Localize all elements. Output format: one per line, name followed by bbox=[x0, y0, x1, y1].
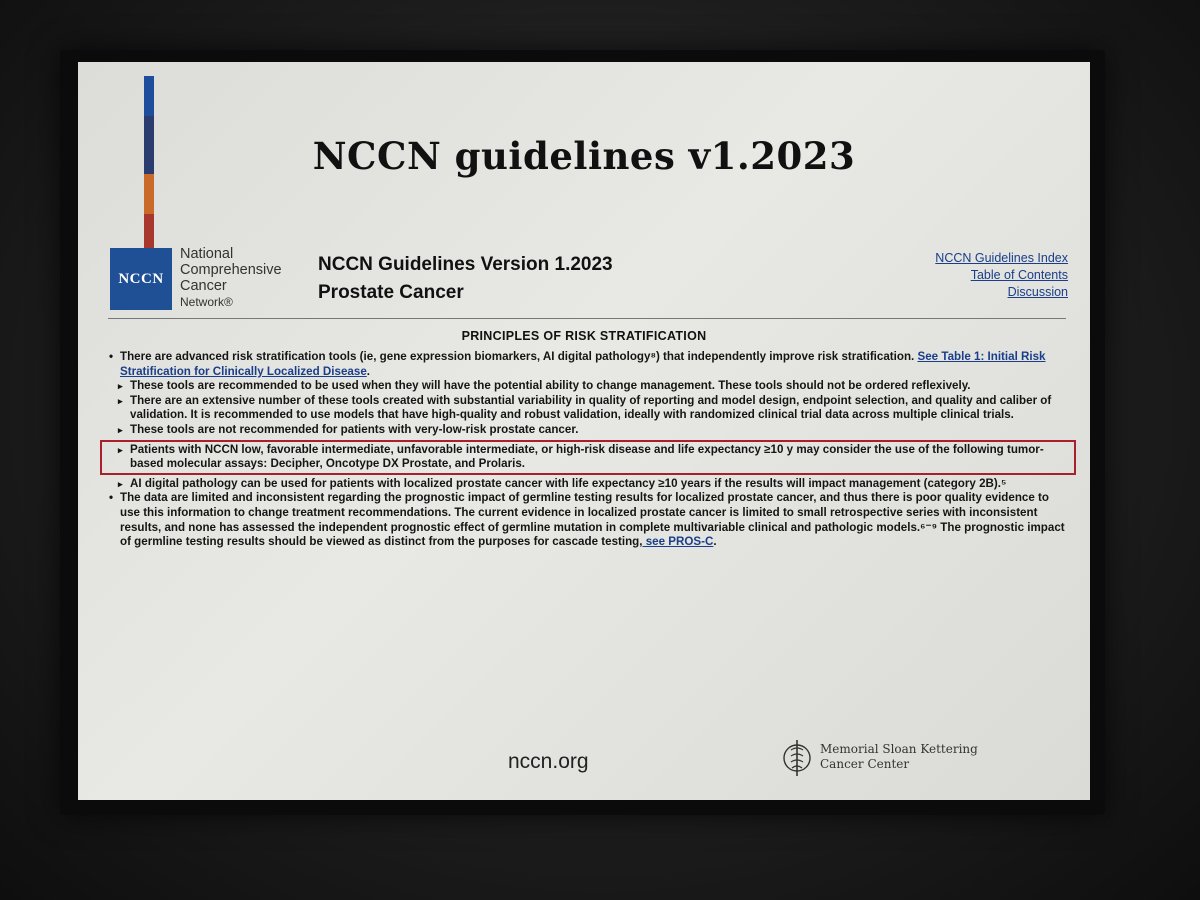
accent-bar bbox=[144, 174, 154, 214]
sub-bullet-item: ▸ These tools are recommended to be used when they will have the potential ability to change management. These tools should not be ordered reflexively. bbox=[108, 379, 1068, 394]
body-text bbox=[108, 350, 1068, 550]
table-of-contents-link[interactable]: Table of Contents bbox=[970, 268, 1068, 282]
pros-c-link[interactable]: see PROS-C bbox=[642, 535, 714, 549]
nav-links bbox=[935, 250, 1068, 301]
divider bbox=[108, 318, 1066, 319]
sub-bullet-item: ▸ These tools are not recommended for patients with very-low-risk prostate cancer. bbox=[108, 423, 1068, 438]
sub-bullet-item: ▸ Patients with NCCN low, favorable intermediate, unfavorable intermediate, or high-risk disease and life expectancy ≥10 y may consider the use of the following tumor-based molecular assays: Decipher, Oncotype DX Prostate, and Prolaris. bbox=[108, 443, 1068, 472]
bullet-text: There are advanced risk stratification tools (ie, gene expression biomarkers, AI digital pathology⁸) that independently improve risk stratification. bbox=[120, 350, 918, 363]
sub-bullet-item: ▸ AI digital pathology can be used for patients with localized prostate cancer with life expectancy ≥10 years if the results will impact management (category 2B).⁵ bbox=[108, 477, 1068, 492]
bullet-text: . bbox=[366, 364, 370, 378]
nccn-logo-icon bbox=[110, 248, 172, 310]
sub-bullet-item: ▸ There are an extensive number of these tools created with substantial variability in quality of reporting and model design, endpoint selection, and quality and caliber of validation. It is recommended to use models that have high-quality and robust validation, ideally with randomized clinical trial data across multiple clinical trials. bbox=[108, 394, 1068, 423]
bullet-item bbox=[108, 491, 1068, 549]
guidelines-index-link[interactable]: NCCN Guidelines Index bbox=[935, 251, 1068, 265]
bullet-text: The data are limited and inconsistent regarding the prognostic impact of germline testing results for localized prostate cancer, and thus there is poor quality evidence to use this information to change treatment recommendations. The current evidence in localized prostate cancer is limited to small retrospective series with inconsistent results, and none has assessed the independent prognostic effect of germline mutation in complete multivariable clinical and pathologic models.⁶⁻⁹ The prognostic impact of germline testing results should be viewed as distinct from the purposes for cascade testing, bbox=[120, 491, 1065, 549]
discussion-link[interactable]: Discussion bbox=[1007, 285, 1068, 299]
bullet-text: . bbox=[713, 535, 717, 549]
doc-subject: Prostate Cancer bbox=[318, 282, 464, 303]
logo-abbr: NCCN bbox=[118, 270, 164, 287]
org-name-line: National bbox=[180, 246, 234, 262]
presentation-slide bbox=[78, 62, 1090, 800]
mskcc-line: Cancer Center bbox=[820, 757, 910, 771]
mskcc-line: Memorial Sloan Kettering bbox=[820, 742, 978, 756]
section-title: PRINCIPLES OF RISK STRATIFICATION bbox=[461, 329, 707, 343]
highlight-box bbox=[100, 440, 1076, 475]
org-name-line: Comprehensive bbox=[180, 262, 282, 278]
org-name-line: Network® bbox=[180, 295, 233, 309]
accent-bar bbox=[144, 76, 154, 116]
table1-link[interactable]: See Table 1: Initial Risk Stratification for Clinically Localized Disease bbox=[120, 350, 1046, 378]
footer-url: nccn.org bbox=[508, 750, 589, 773]
org-name-line: Cancer bbox=[180, 278, 227, 294]
bullet-item bbox=[108, 350, 1068, 379]
slide-title: NCCN guidelines v1.2023 bbox=[312, 134, 856, 178]
doc-version: NCCN Guidelines Version 1.2023 bbox=[318, 254, 613, 275]
mskcc-name bbox=[820, 742, 978, 772]
org-name bbox=[180, 246, 282, 310]
mskcc-logo-icon bbox=[782, 734, 812, 782]
